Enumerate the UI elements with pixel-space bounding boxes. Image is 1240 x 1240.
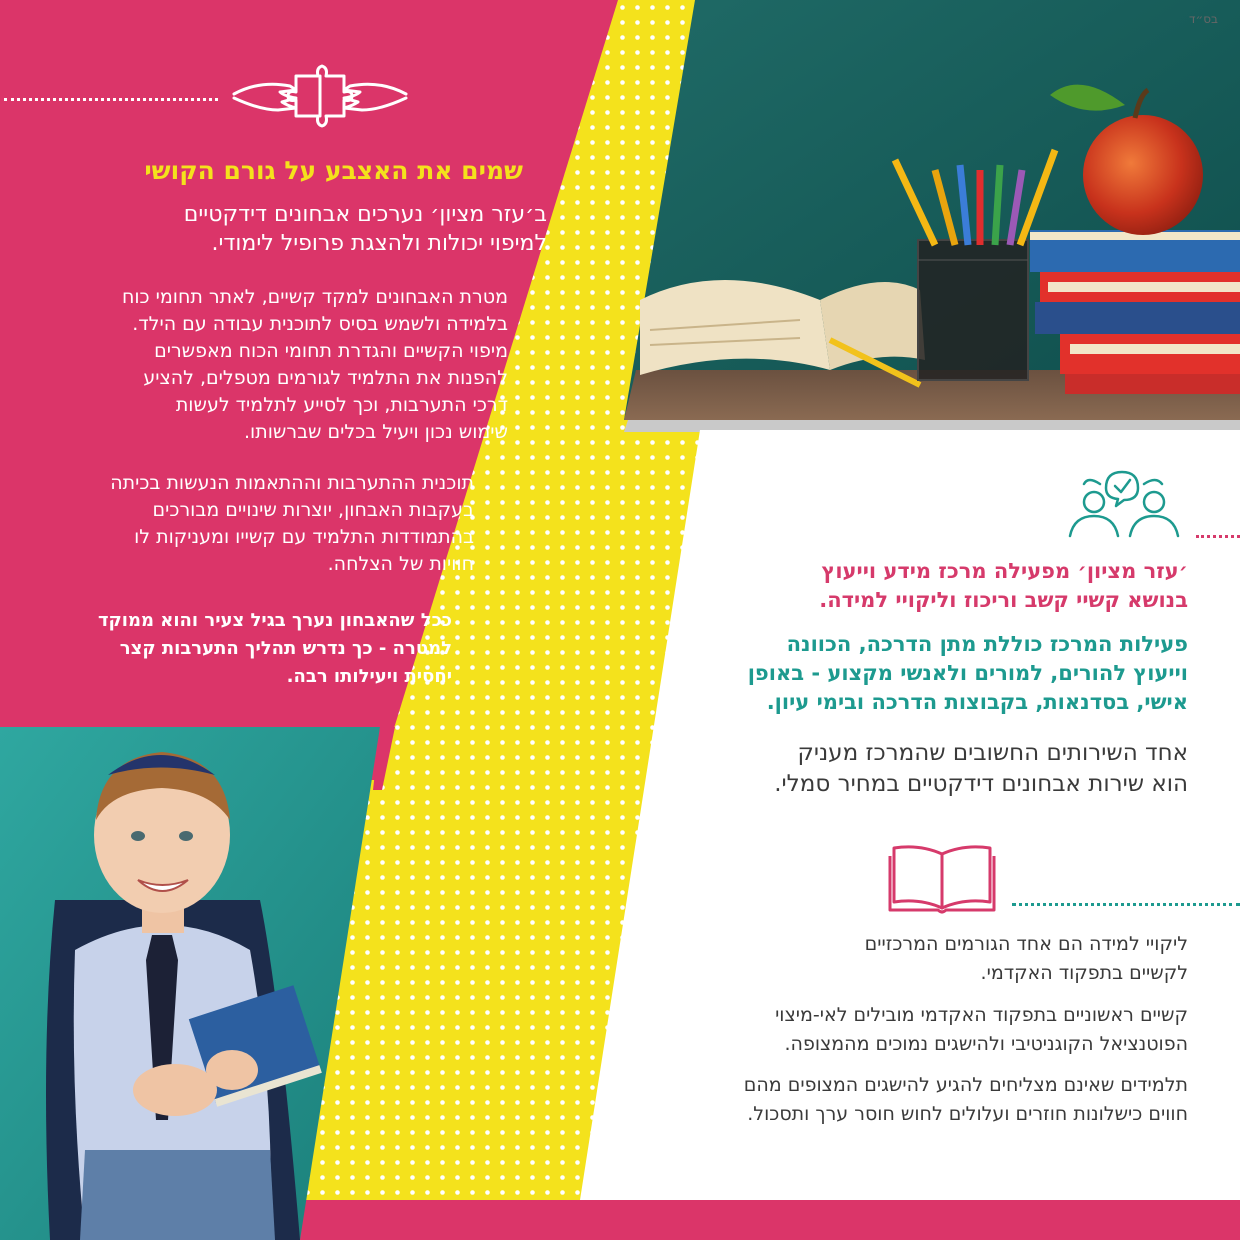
open-book-icon bbox=[888, 842, 996, 914]
people-chat-icon bbox=[1064, 466, 1184, 538]
center-activities: פעילות המרכז כוללת מתן הדרכה, הכוונה וייעוץ להורים, למורים ולאנשי מקצוע - באופן אישי, בסדנאות, בקבוצות הדרכה ובימי עיון. bbox=[747, 632, 1188, 714]
left-heading: שמים את האצבע על גורם הקושי bbox=[144, 156, 523, 185]
puzzle-hands-icon bbox=[230, 58, 410, 130]
center-intro: ׳עזר מציון׳ מפעילה מרכז מידע וייעוץ בנושא קשיי קשב וריכוז וליקויי למידה. bbox=[819, 559, 1188, 612]
left-bold-note: ככל שהאבחון נערך בגיל צעיר והוא ממוקד למטרה - כך נדרש תהליך התערבות קצר יחסית ויעילותו רבה. bbox=[97, 610, 452, 687]
basad-label: בס״ד bbox=[1188, 12, 1218, 26]
service-note: אחד השירותים החשובים שהמרכז מעניק הוא שירות אבחונים דידקטיים במחיר סמלי. bbox=[774, 740, 1188, 797]
teal-dotted-line bbox=[1196, 535, 1240, 538]
left-dotted-line bbox=[4, 98, 218, 101]
ld-paragraph-3: תלמידים שאינם מצליחים להגיע להישגים המצופים מהם חווים כישלונות חוזרים ועלולים לחוש חוסר ערך ותסכול. bbox=[743, 1074, 1188, 1125]
left-paragraph-2: תוכנית ההתערבות וההתאמות הנעשות בכיתה בעקבות האבחון, יוצרות שינויים מבורכים בהתמודדות התלמיד עם קשייו ומעניקות לו חוויות של הצלחה. bbox=[110, 472, 474, 575]
classroom-photo bbox=[624, 0, 1240, 420]
ld-paragraph-2: קשיים ראשוניים בתפקוד האקדמי מובילים לאי-מיצוי הפוטנציאל הקוגניטיבי ולהישגים נמוכים מהמצופה. bbox=[775, 1004, 1188, 1055]
ld-paragraph-1: ליקויי למידה הם אחד הגורמים המרכזיים לקשיים בתפקוד האקדמי. bbox=[864, 933, 1188, 984]
teal-dotted-line-2 bbox=[1012, 903, 1240, 906]
bottom-strip bbox=[292, 1200, 1240, 1240]
left-intro: ב׳עזר מציון׳ נערכים אבחונים דידקטיים למיפוי יכולות ולהצגת פרופיל לימודי. bbox=[183, 202, 547, 256]
left-paragraph-1: מטרת האבחונים למקד קשיים, לאתר תחומי כוח בלמידה ולשמש בסיס לתוכנית עבודה עם הילד. מיפוי הקשיים והגדרת תחומי הכוח מאפשרים להפנות את התלמיד לגורמים מטפלים, להציע דרכי התערבות, וכך לסייע לתלמיד לעשות שימוש נכון ויעיל בכלים שברשותו. bbox=[121, 286, 508, 443]
